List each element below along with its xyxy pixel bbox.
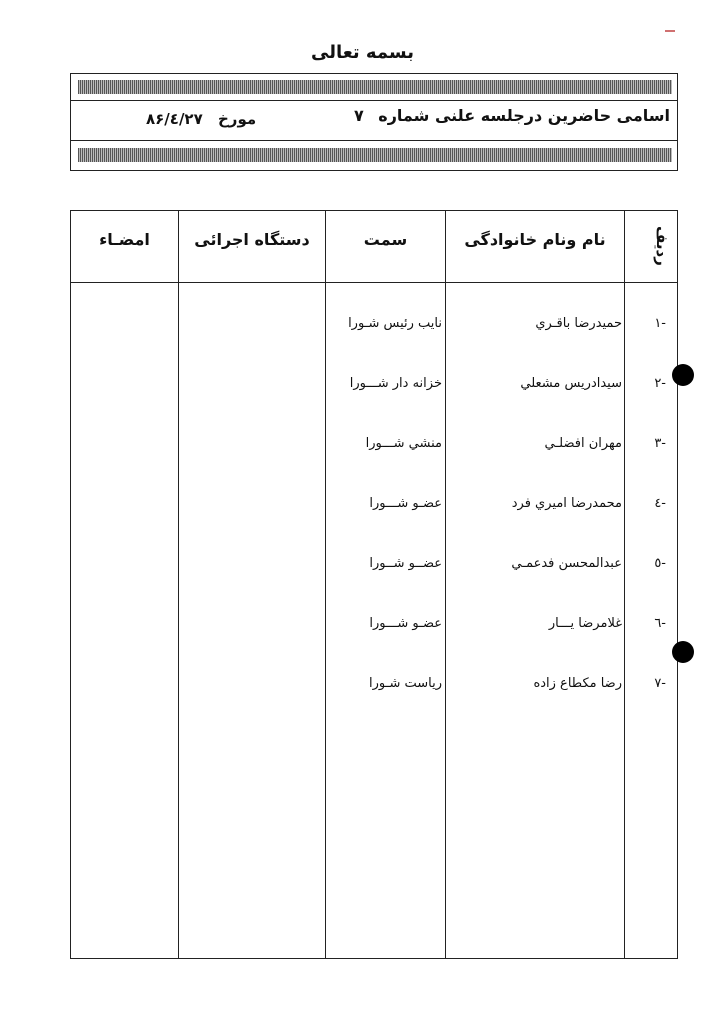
punch-hole xyxy=(672,641,694,663)
hatch-band-bottom xyxy=(78,148,672,162)
member-position: عضـو شـــورا xyxy=(369,616,442,631)
divider xyxy=(70,100,678,101)
meeting-title: اسامی حاضرین درجلسه علنی شماره xyxy=(378,106,670,125)
member-name: سيدادريس مشعلي xyxy=(520,376,622,391)
column-header-row: ردیف xyxy=(653,226,671,266)
table-row xyxy=(0,374,725,398)
member-name: غلامرضا يـــار xyxy=(548,616,622,631)
member-name: محمدرضا اميري فرد xyxy=(511,496,622,511)
member-position: عضـو شـــورا xyxy=(369,496,442,511)
member-position: عضــو شــورا xyxy=(369,556,442,571)
table-row xyxy=(0,314,725,338)
table-row xyxy=(0,494,725,518)
date-label: مورخ xyxy=(218,110,257,128)
member-position: منشي شـــورا xyxy=(365,436,442,451)
row-number: -٤ xyxy=(654,496,666,511)
punch-hole xyxy=(672,364,694,386)
member-position: رياست شـورا xyxy=(369,676,442,691)
row-number: -۱ xyxy=(654,316,666,331)
column-header-name: نام ونام خانوادگی xyxy=(464,230,606,249)
member-name: رضا مكطاع زاده xyxy=(533,676,622,691)
row-number: -۲ xyxy=(654,376,666,391)
column-header-signature: امضـاء xyxy=(99,230,150,249)
divider xyxy=(70,140,678,141)
page-heading: بسمه تعالی xyxy=(311,42,414,63)
row-number: -۳ xyxy=(654,436,666,451)
scan-mark xyxy=(665,30,675,32)
column-header-position: سمت xyxy=(363,230,408,249)
table-row xyxy=(0,554,725,578)
row-number: -٥ xyxy=(654,556,666,571)
member-name: حميدرضا باقـري xyxy=(535,316,622,331)
session-number: ۷ xyxy=(354,106,364,125)
row-number: -۷ xyxy=(654,676,666,691)
member-position: نايب رئيس شـورا xyxy=(348,316,442,331)
table-row xyxy=(0,674,725,698)
member-name: عبدالمحسن فدعمـي xyxy=(511,556,622,571)
member-name: مهران افضلـي xyxy=(544,436,622,451)
column-header-organization: دستگاه اجرائی xyxy=(194,230,310,249)
row-number: -٦ xyxy=(654,616,666,631)
table-row xyxy=(0,434,725,458)
hatch-band-top xyxy=(78,80,672,94)
table-row xyxy=(0,614,725,638)
header-divider xyxy=(70,282,678,283)
member-position: خزانه دار شـــورا xyxy=(349,376,442,391)
meeting-date: ۸۶/٤/۲۷ xyxy=(146,110,203,128)
